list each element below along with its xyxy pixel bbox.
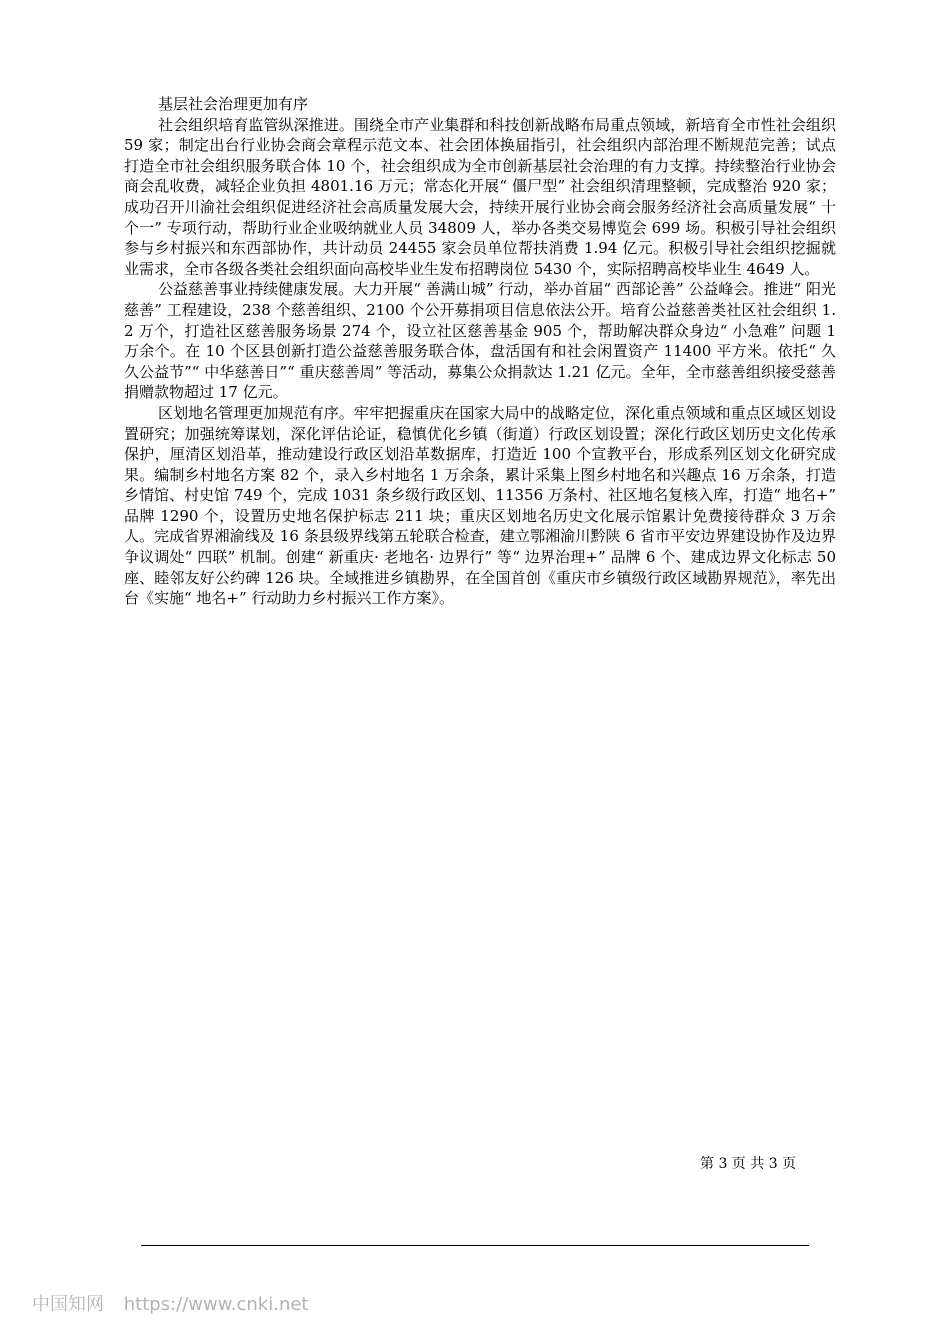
watermark-url: https://www.cnki.net [123, 1294, 309, 1315]
document-body [124, 94, 836, 609]
cnki-watermark [32, 1293, 308, 1317]
page-number: 第 3 页 共 3 页 [700, 1156, 797, 1172]
footer-divider [141, 1245, 809, 1246]
paragraph-charity: 公益慈善事业持续健康发展。大力开展“ 善满山城” 行动，举办首届“ 西部论善” 公益峰会。推进“ 阳光慈善” 工程建设，238 个慈善组织、2100 个公开募捐项目信息依法公开。培育公益慈善类社区社会组织 1.2 万个，打造社区慈善服务场景 274 个，设立社区慈善基金 905 个，帮助解决群众身边“ 小急难” 问题 1 万余个。在 10 个区县创新打造公益慈善服务联合体，盘活国有和社会闲置资产 11400 平方米。依托“ 久久公益节”“ 中华慈善日”“ 重庆慈善周” 等活动，募集公众捐款达 1.21 亿元。全年，全市慈善组织接受慈善捐赠款物超过 17 亿元。 [124, 280, 836, 402]
paragraph-place-names: 区划地名管理更加规范有序。牢牢把握重庆在国家大局中的战略定位，深化重点领域和重点区域区划设置研究；加强统筹谋划，深化评估论证，稳慎优化乡镇（街道）行政区划设置；深化行政区划历史文化传承保护，厘清区划沿革，推动建设行政区划沿革数据库，打造近 100 个宣教平台，形成系列区划文化研究成果。编制乡村地名方案 82 个，录入乡村地名 1 万余条，累计采集上图乡村地名和兴趣点 16 万余条，打造乡情馆、村史馆 749 个，完成 1031 条乡级行政区划、11356 万条村、社区地名复核入库，打造“ 地名+” 品牌 1290 个，设置历史地名保护标志 211 块；重庆区划地名历史文化展示馆累计免费接待群众 3 万余人。完成省界湘渝线及 16 条县级界线第五轮联合检查，建立鄂湘渝川黔陕 6 省市平安边界建设协作及边界争议调处“ 四联” 机制。创建“ 新重庆· 老地名· 边界行” 等“ 边界治理+” 品牌 6 个、建成边界文化标志 50 座、睦邻友好公约碑 126 块。全域推进乡镇勘界，在全国首创《重庆市乡镇级行政区域勘界规范》，率先出台《实施“ 地名+” 行动助力乡村振兴工作方案》。 [124, 403, 836, 608]
watermark-brand: 中国知网 [32, 1294, 104, 1315]
section-heading: 基层社会治理更加有序 [158, 95, 309, 113]
paragraph-social-organizations: 社会组织培育监管纵深推进。围绕全市产业集群和科技创新战略布局重点领域，新培育全市性社会组织 59 家；制定出台行业协会商会章程示范文本、社会团体换届指引，社会组织内部治理不断规范完善；试点打造全市社会组织服务联合体 10 个，社会组织成为全市创新基层社会治理的有力支撑。持续整治行业协会商会乱收费，减轻企业负担 4801.16 万元；常态化开展“ 僵尸型” 社会组织清理整顿，完成整治 920 家；成功召开川渝社会组织促进经济社会高质量发展大会，持续开展行业协会商会服务经济社会高质量发展“ 十个一” 专项行动，帮助行业企业吸纳就业人员 34809 人，举办各类交易博览会 699 场。积极引导社会组织参与乡村振兴和东西部协作，共计动员 24455 家会员单位帮扶消费 1.94 亿元。积极引导社会组织挖掘就业需求，全市各级各类社会组织面向高校毕业生发布招聘岗位 5430 个，实际招聘高校毕业生 4649 人。 [124, 115, 836, 278]
